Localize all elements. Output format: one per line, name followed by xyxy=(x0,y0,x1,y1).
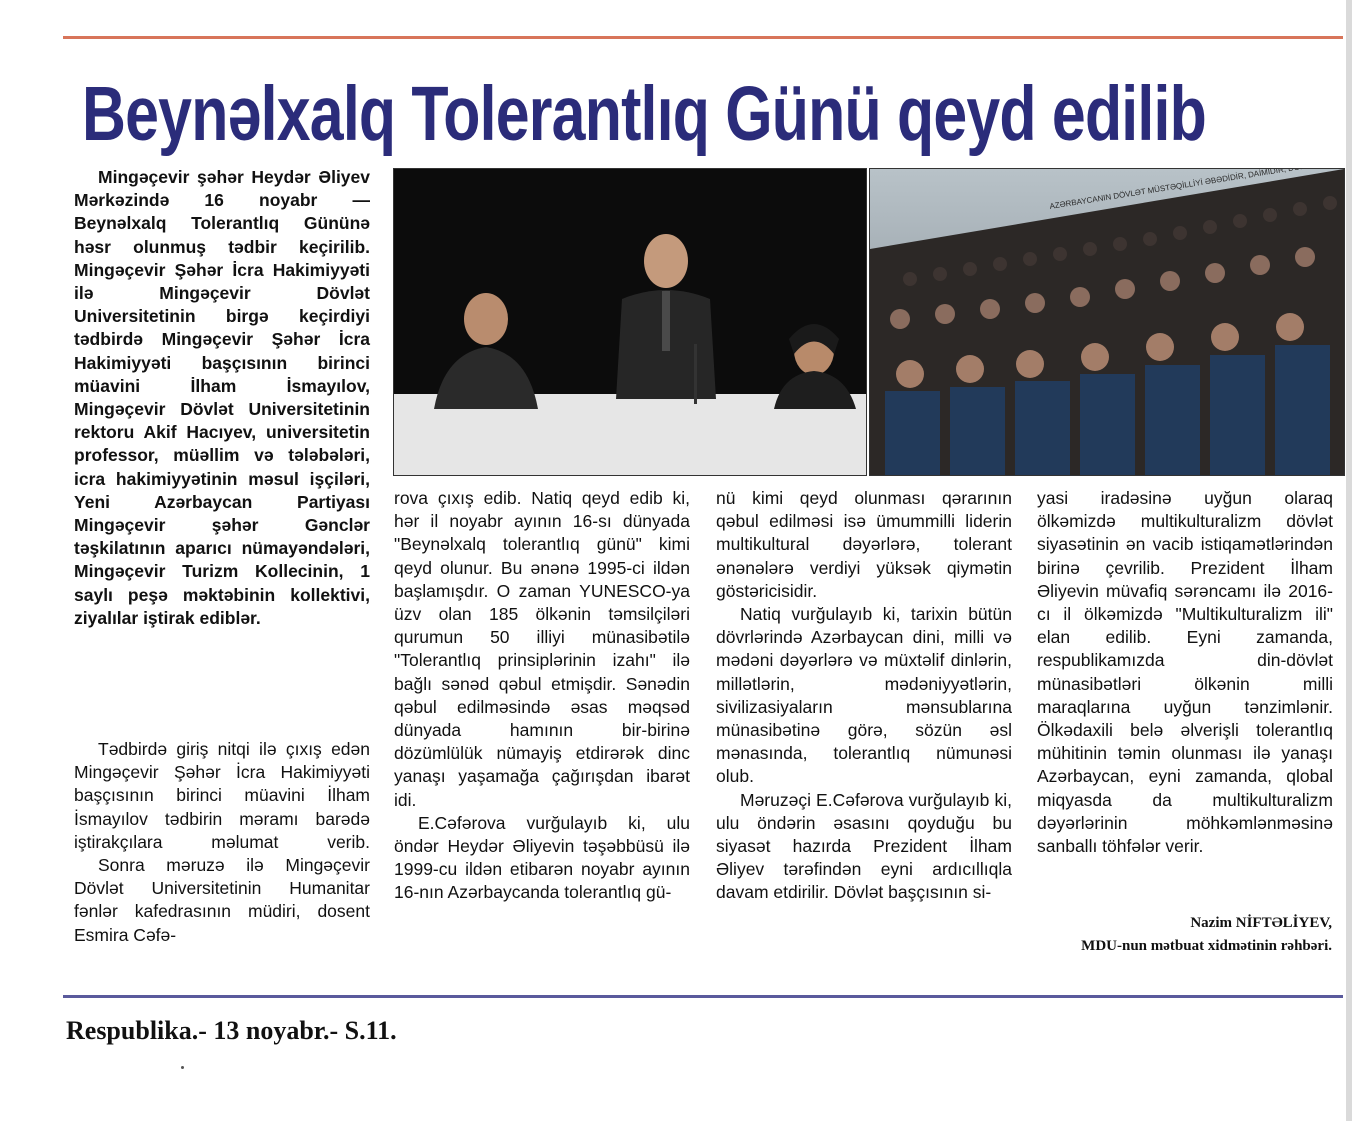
paragraph: rova çıxış edib. Natiq qeyd edib ki, hər il noyabr ayının 16-sı dünyada "Beynəlxalq tolerantlıq günü" kimi qeyd olunur. Bu ənənə 1995-ci ildən başlamışdır. O zaman YUNESCO-ya üzv olan 185 ölkənin təmsilçiləri qurumun 50 illiyi münasibətilə "Tolerantlıq prinsiplərinin izahı" ilə bağlı sənəd qəbul etmişdir. Sənədin qəbul edilməsində əsas məqsəd dünyada hamının bir-birinə dözümlülük nümayiş etdirərək dinc yanaşı yaşamağa çağırışdan ibarət idi. xyxy=(394,488,690,810)
paragraph: E.Cəfərova vurğulayıb ki, ulu öndər Heydər Əliyevin təşəbbüsü ilə 1999-cu ildən etibarən noyabr ayının 16-nın Azərbaycanda tolerantlıq gü- xyxy=(394,812,690,903)
audience-illustration xyxy=(870,169,1344,475)
source-citation: Respublika.- 13 noyabr.- S.11. xyxy=(66,1016,397,1045)
article-column-1 xyxy=(74,738,370,947)
article-headline: Beynəlxalq Tolerantlıq Günü qeyd edilib xyxy=(82,71,1207,157)
paragraph: Tədbirdə giriş nitqi ilə çıxış edən Mingəçevir Şəhər İcra Hakimiyyəti başçısının birinci müavini İlham İsmayılov tədbirin məramı barədə iştirakçılara məlumat verib. xyxy=(74,739,370,852)
paragraph: Məruzəçi E.Cəfərova vurğulayıb ki, ulu öndərin əsasını qoyduğu bu siyasət hazırda Prezident İlham Əliyev tərəfindən eyni ardıcıllıqla davam etdirilir. Dövlət başçısının si- xyxy=(716,789,1012,903)
article-lead xyxy=(74,166,370,630)
paragraph: nü kimi qeyd olunması qərarının qəbul edilməsi isə ümummilli liderin multikultural dəyərlərə, tolerant ənənələrə verdiyi yüksək qiymətin göstəricisidir. xyxy=(716,488,1012,601)
byline-title: MDU-nun mətbuat xidmətinin rəhbəri. xyxy=(1081,938,1332,954)
paragraph: Sonra məruzə ilə Mingəçevir Dövlət Universitetinin Humanitar fənlər kafedrasının müdiri, dosent Esmira Cəfə- xyxy=(74,855,370,945)
article-column-3 xyxy=(716,487,1012,905)
paragraph: Natiq vurğulayıb ki, tarixin bütün dövrlərində Azərbaycan dini, milli və mədəni dəyərlərə və müxtəlif dinlərin, millətlərin, mədəniyyətlərin, sivilizasiyaların mənsublarına münasibətinə görə, sözün əsl mənasında, tolerantlıq nümunəsi olub. xyxy=(716,604,1012,787)
photo-presidium xyxy=(393,168,867,476)
byline-name: Nazim NİFTƏLİYEV, xyxy=(1190,915,1332,931)
article-column-4 xyxy=(1037,487,1333,858)
paragraph: yasi iradəsinə uyğun olaraq ölkəmizdə multikulturalizm dövlət siyasətinin ən vacib istiqamətlərindən birinə çevrilib. Prezident İlham Əliyevin müvafiq sərəncamı ilə 2016-cı il ölkəmizdə "Multikulturalizm ili" elan edilib. Eyni zamanda, respublikamızda din-dövlət münasibətləri ölkənin milli maraqlarına uyğun tənzimlənir. Ölkədaxili belə əlverişli tolerantlıq mühitinin təmin olunması ilə yanaşı Azərbaycan, eyni zamanda, qlobal miqyasda da multikulturalizm dəyərlərinin möhkəmlənməsinə sanballı töhfələr verir. xyxy=(1037,488,1333,857)
presidium-illustration xyxy=(394,169,866,475)
top-rule xyxy=(63,36,1343,39)
page-edge xyxy=(1346,0,1352,1121)
speck xyxy=(181,1066,184,1069)
article-column-2 xyxy=(394,487,690,905)
bottom-rule xyxy=(63,995,1343,998)
byline xyxy=(1040,912,1332,958)
photo-audience xyxy=(869,168,1345,476)
lead-paragraph: Mingəçevir şəhər Heydər Əliyev Mərkəzində 16 noyabr — Beynəlxalq Tolerantlıq Gününə həsr olunmuş tədbir keçirilib. Mingəçevir Şəhər İcra Hakimiyyəti ilə Mingəçevir Dövlət Universitetinin birgə keçirdiyi tədbirdə Mingəçevir Şəhər İcra Hakimiyyəti başçısının birinci müavini İlham İsmayılov, Mingəçevir Dövlət Universitetinin rektoru Akif Hacıyev, universitetin professor, müəllim və tələbələri, icra hakimiyyətinin məsul işçiləri, Yeni Azərbaycan Partiyası Mingəçevir şəhər Gənclər təşkilatının aparıcı nümayəndələri, Mingəçevir Turizm Kollecinin, 1 saylı peşə məktəbinin kollektivi, ziyalılar iştirak ediblər. xyxy=(74,167,370,628)
